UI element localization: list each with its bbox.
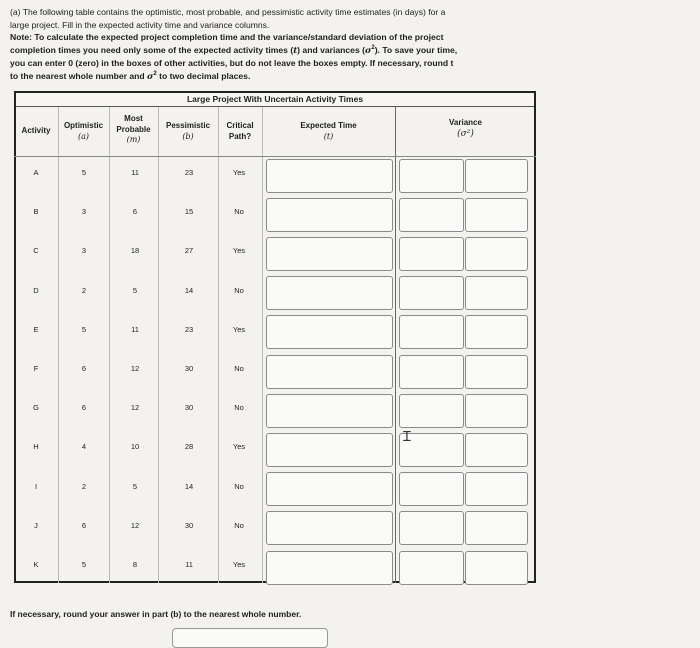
- optimistic-cell: 3: [81, 207, 87, 217]
- optimistic-cell: 5: [81, 168, 87, 177]
- instruction-line: large project. Fill in the expected activity time and variance columns.: [10, 19, 270, 30]
- most-probable-cell: 12: [130, 364, 140, 373]
- column-divider: [262, 107, 263, 583]
- pessimistic-cell: 14: [184, 481, 194, 491]
- critical-path-cell: Yes: [232, 246, 246, 256]
- variance-input[interactable]: [465, 315, 528, 349]
- variance-input[interactable]: [399, 198, 464, 232]
- expected-time-input[interactable]: [266, 276, 393, 310]
- activity-cell: C: [33, 246, 39, 256]
- expected-time-input[interactable]: [266, 315, 393, 349]
- variance-input[interactable]: [465, 394, 528, 428]
- expected-time-input[interactable]: [266, 511, 393, 545]
- most-probable-cell: 18: [130, 246, 140, 256]
- most-probable-cell: 8: [132, 560, 138, 569]
- table-row: [14, 156, 262, 195]
- optimistic-cell: 4: [81, 442, 87, 452]
- variance-input[interactable]: [399, 276, 464, 310]
- most-probable-cell: 10: [130, 442, 140, 452]
- optimistic-cell: 5: [81, 324, 87, 334]
- table-row: [14, 313, 262, 352]
- header-critical-path: Critical Path?: [226, 121, 254, 141]
- variance-input[interactable]: [465, 355, 528, 389]
- header-optimistic: Optimistic (a): [63, 121, 104, 141]
- most-probable-cell: 5: [132, 481, 138, 491]
- expected-time-input[interactable]: [266, 394, 393, 428]
- table-title: Large Project With Uncertain Activity Times: [14, 91, 536, 107]
- header-activity: Activity: [21, 126, 51, 135]
- expected-time-input[interactable]: [266, 159, 393, 193]
- critical-path-cell: Yes: [232, 168, 246, 177]
- variance-input[interactable]: [399, 315, 464, 349]
- pessimistic-cell: 30: [184, 520, 194, 530]
- note-line: Note: To calculate the expected project completion time and the variance/standard deviation of the project: [10, 32, 444, 43]
- variance-input[interactable]: [399, 159, 464, 193]
- activity-cell: G: [33, 403, 39, 413]
- header-expected-time: Expected Time (t): [300, 121, 357, 141]
- critical-path-cell: No: [234, 285, 244, 295]
- header-most-probable: Most Probable (m): [116, 114, 151, 144]
- table-row: [14, 274, 262, 313]
- activity-cell: B: [33, 207, 39, 217]
- table-row: [14, 391, 262, 430]
- pessimistic-cell: 14: [184, 285, 194, 295]
- variance-input[interactable]: [465, 198, 528, 232]
- optimistic-cell: 6: [81, 520, 87, 530]
- pessimistic-cell: 23: [184, 168, 194, 177]
- most-probable-cell: 11: [131, 324, 139, 334]
- variance-input[interactable]: [399, 394, 464, 428]
- pessimistic-cell: 30: [184, 364, 194, 373]
- critical-path-cell: No: [234, 481, 244, 491]
- most-probable-cell: 11: [131, 168, 139, 177]
- activity-cell: A: [33, 168, 39, 177]
- critical-path-cell: No: [234, 403, 244, 413]
- optimistic-cell: 5: [81, 560, 87, 569]
- activity-cell: J: [34, 520, 38, 530]
- footer-note: If necessary, round your answer in part (b) to the nearest whole number.: [10, 609, 302, 619]
- activity-cell: I: [34, 481, 38, 491]
- optimistic-cell: 3: [81, 246, 87, 256]
- pessimistic-cell: 28: [184, 442, 194, 452]
- table-row: [14, 548, 262, 587]
- instructions: [10, 6, 530, 84]
- activity-cell: E: [33, 324, 39, 334]
- critical-path-cell: No: [234, 364, 244, 373]
- variance-input[interactable]: [465, 551, 528, 585]
- variance-input[interactable]: [399, 472, 464, 506]
- activity-cell: K: [33, 560, 39, 569]
- optimistic-cell: 6: [81, 403, 87, 413]
- header-variance: Variance (σ²): [449, 118, 482, 139]
- pessimistic-cell: 27: [184, 246, 194, 256]
- critical-path-cell: No: [234, 520, 244, 530]
- optimistic-cell: 2: [81, 285, 87, 295]
- expected-time-input[interactable]: [266, 355, 393, 389]
- variance-input[interactable]: [465, 159, 528, 193]
- expected-time-input[interactable]: [266, 472, 393, 506]
- most-probable-cell: 6: [132, 207, 138, 217]
- variance-input[interactable]: [399, 511, 464, 545]
- table-row: [14, 430, 262, 469]
- expected-time-input[interactable]: [266, 237, 393, 271]
- note-line: completion times you need only some of the expected activity times (t) and variances $(\sigma^2)$. To save your time,: [10, 44, 458, 56]
- expected-time-input[interactable]: [266, 198, 393, 232]
- pessimistic-cell: 15: [184, 207, 194, 217]
- table-row: [14, 234, 262, 273]
- variance-input[interactable]: [465, 511, 528, 545]
- note-line: you can enter 0 (zero) in the boxes of other activities, but do not leave the boxes empty. If necessary, round t: [10, 58, 454, 69]
- most-probable-cell: 5: [132, 285, 138, 295]
- header-pessimistic: Pessimistic (b): [165, 121, 211, 141]
- variance-input[interactable]: [399, 237, 464, 271]
- activity-cell: F: [33, 364, 39, 373]
- variance-input[interactable]: [465, 237, 528, 271]
- variance-input[interactable]: [399, 551, 464, 585]
- pessimistic-cell: 30: [184, 403, 194, 413]
- critical-path-cell: Yes: [232, 324, 246, 334]
- instruction-line: (a) The following table contains the optimistic, most probable, and pessimistic activity time estimates (in days) for a: [10, 7, 446, 17]
- pessimistic-cell: 23: [184, 324, 194, 334]
- activity-cell: D: [33, 285, 39, 295]
- table-row: [14, 470, 262, 509]
- optimistic-cell: 2: [81, 481, 87, 491]
- critical-path-cell: No: [234, 207, 244, 217]
- variance-input[interactable]: [465, 472, 528, 506]
- critical-path-cell: Yes: [232, 442, 246, 452]
- most-probable-cell: 12: [130, 520, 140, 530]
- table-row: [14, 195, 262, 234]
- text-cursor-icon: Ɪ: [403, 429, 411, 445]
- note-line: to the nearest whole number and $\sigma^2$ to two decimal places.: [10, 70, 251, 82]
- table-row: [14, 509, 262, 548]
- variance-input[interactable]: [465, 433, 528, 467]
- variance-input[interactable]: [465, 276, 528, 310]
- activity-cell: H: [33, 442, 39, 452]
- table-row: [14, 352, 262, 391]
- part-b-answer-input[interactable]: [172, 628, 328, 648]
- variance-input[interactable]: [399, 355, 464, 389]
- optimistic-cell: 6: [81, 364, 87, 373]
- most-probable-cell: 12: [130, 403, 140, 413]
- expected-time-input[interactable]: [266, 551, 393, 585]
- expected-time-input[interactable]: [266, 433, 393, 467]
- critical-path-cell: Yes: [232, 560, 246, 569]
- pessimistic-cell: 11: [185, 560, 193, 569]
